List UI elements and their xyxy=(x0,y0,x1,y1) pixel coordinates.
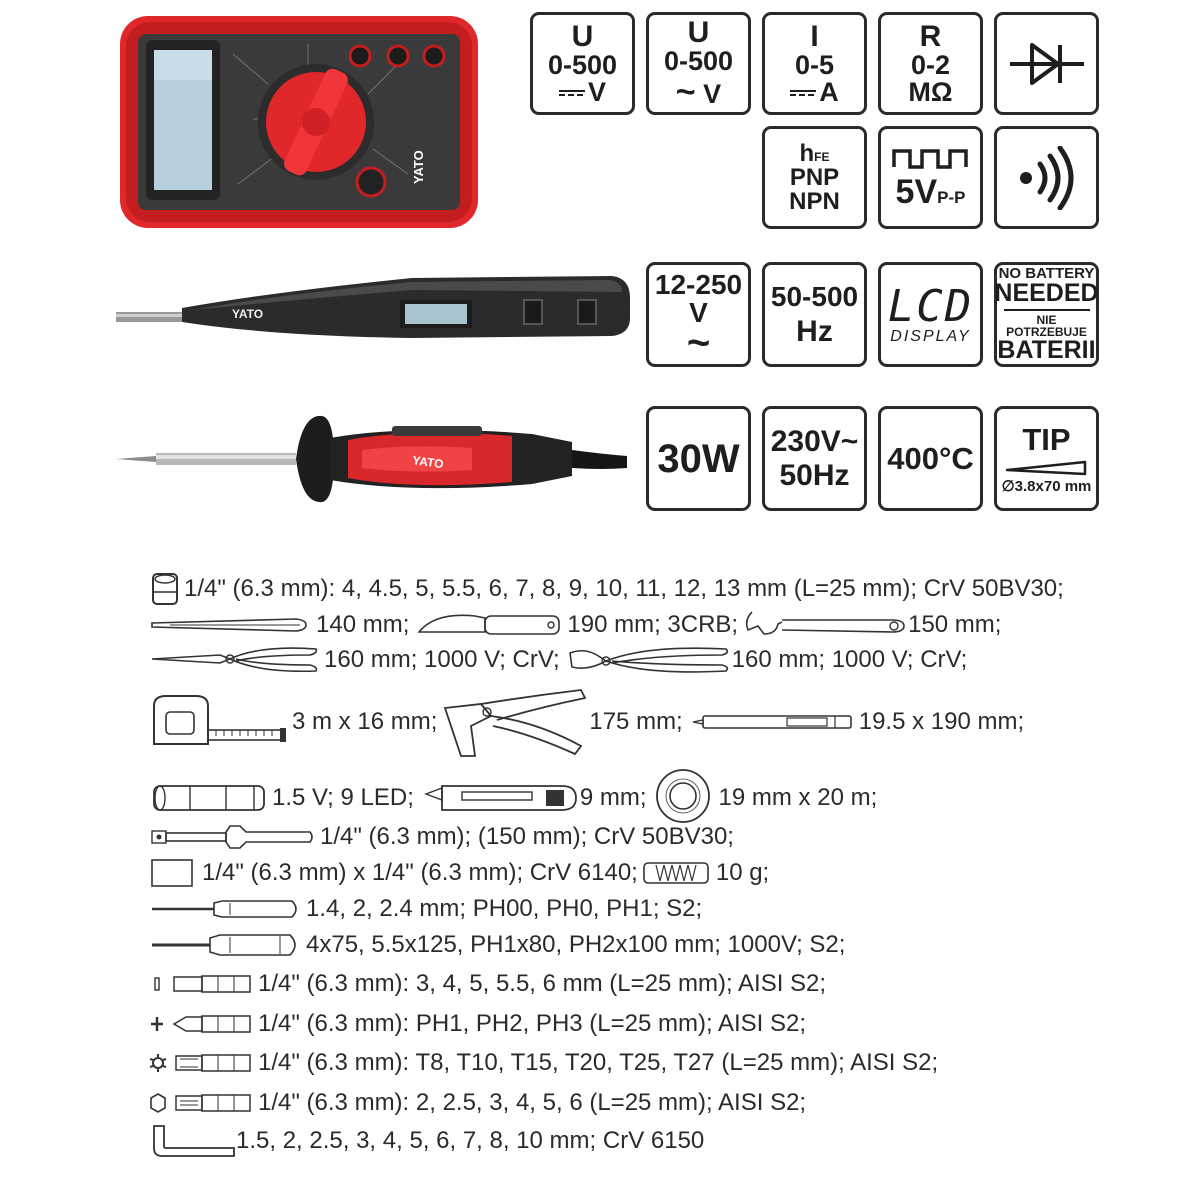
tip-icon xyxy=(1005,458,1089,476)
spec-value: 400°C xyxy=(887,441,974,476)
spec-letter: I xyxy=(810,19,819,53)
spec-value: 30W xyxy=(657,436,740,481)
list-item-phillips-bits xyxy=(150,1007,806,1041)
spec-unit: A xyxy=(819,76,839,107)
list-item-flat-bits xyxy=(150,967,826,1001)
spec-unit: V xyxy=(703,79,722,109)
divider xyxy=(1004,309,1090,311)
long-nose-pliers-icon xyxy=(150,643,320,677)
spec-square-wave xyxy=(878,126,983,229)
wire-stripper-icon xyxy=(441,686,589,758)
diode-icon xyxy=(1008,39,1086,89)
voltage-tester-image xyxy=(112,270,632,350)
utility-knife-icon xyxy=(422,780,580,816)
list-text: 1.5 V; 9 LED; xyxy=(272,784,414,811)
soldering-brand: YATO xyxy=(411,453,445,472)
screwdriver-icon xyxy=(150,930,302,960)
spec-tip-label: TIP xyxy=(1022,421,1071,457)
list-text: 1/4" (6.3 mm): PH1, PH2, PH3 (L=25 mm); AISI S2; xyxy=(258,1010,807,1037)
spec-tester-battery xyxy=(994,262,1099,367)
list-item-hex-bits xyxy=(150,1086,806,1120)
spec-unit: Hz xyxy=(796,314,833,348)
adjustable-wrench-icon xyxy=(742,608,908,642)
spec-battery-line4: BATERII xyxy=(997,336,1096,364)
spec-unit: V xyxy=(689,296,708,328)
list-text: 1/4" (6.3 mm): 2, 2.5, 3, 4, 5, 6 (L=25 mm); AISI S2; xyxy=(258,1089,807,1116)
list-item-sockets xyxy=(150,572,1064,606)
list-item-flashlight-cutter-tape xyxy=(150,768,877,828)
spec-tip-size: ∅3.8x70 mm xyxy=(1001,477,1092,495)
list-text: 19.5 x 190 mm; xyxy=(858,708,1025,735)
soldering-iron-image xyxy=(112,404,632,514)
spec-line2: 50Hz xyxy=(779,458,850,492)
torx-bit-icon xyxy=(150,1051,254,1075)
list-text: 1/4" (6.3 mm): 3, 4, 5, 5.5, 6 mm (L=25 mm); AISI S2; xyxy=(258,970,827,997)
hex-bit-icon xyxy=(150,1091,254,1115)
sound-waves-icon xyxy=(1012,146,1082,210)
list-text: 190 mm; 3CRB; xyxy=(567,611,739,638)
list-item-extension-bar xyxy=(150,820,734,854)
list-text: 1.5, 2, 2.5, 3, 4, 5, 6, 7, 8, 10 mm; CrV 6150 xyxy=(236,1127,705,1154)
spec-tester-frequency xyxy=(762,262,867,367)
dc-symbol-icon xyxy=(790,88,816,98)
grease-tube-icon xyxy=(642,860,710,886)
spec-dc-voltage xyxy=(530,12,635,115)
ac-symbol-icon: ~ xyxy=(675,73,696,111)
spec-display: DISPLAY xyxy=(890,327,971,345)
spec-tester-voltage xyxy=(646,262,751,367)
spec-tester-display xyxy=(878,262,983,367)
spec-range: 12-250 xyxy=(654,268,743,300)
list-item-adapter-grease xyxy=(150,856,769,890)
adapter-icon xyxy=(150,858,194,888)
spec-battery-line1: NO BATTERY xyxy=(998,265,1095,282)
list-text: 1/4" (6.3 mm) x 1/4" (6.3 mm); CrV 6140; xyxy=(202,859,638,886)
spec-range: 0-2 xyxy=(910,49,951,80)
spec-value: 5V xyxy=(895,172,938,211)
list-text: 1/4" (6.3 mm): 4, 4.5, 5, 5.5, 6, 7, 8, 9, 10, 11, 12, 13 mm (L=25 mm); CrV 50BV30; xyxy=(184,575,1064,602)
spec-continuity xyxy=(994,126,1099,229)
list-text: 1/4" (6.3 mm): T8, T10, T15, T20, T25, T27 (L=25 mm); AISI S2; xyxy=(258,1049,939,1076)
spec-soldering-power xyxy=(646,406,751,511)
spec-soldering-tip xyxy=(994,406,1099,511)
list-text: 10 g; xyxy=(715,859,770,886)
list-text: 1.4, 2, 2.4 mm; PH00, PH0, PH1; S2; xyxy=(306,895,703,922)
list-text: 19 mm x 20 m; xyxy=(718,784,878,811)
spec-transistor xyxy=(762,126,867,229)
list-item-pliers xyxy=(150,643,967,677)
flashlight-icon xyxy=(150,782,268,814)
spec-lcd: LCD xyxy=(887,280,974,332)
list-item-insulated-screwdrivers xyxy=(150,928,845,962)
precision-screwdriver-icon xyxy=(150,895,302,923)
list-text: 140 mm; xyxy=(316,611,410,638)
list-text: 9 mm; xyxy=(579,784,647,811)
spec-pnp: PNP xyxy=(789,163,840,191)
multimeter-brand: YATO xyxy=(411,150,426,184)
spec-range: 0-500 xyxy=(663,46,734,76)
insulating-tape-icon xyxy=(653,768,713,828)
multimeter-image xyxy=(118,14,480,230)
tape-measure-icon xyxy=(150,692,288,752)
spec-unit: V xyxy=(587,76,606,107)
spec-battery-line2: NEEDED xyxy=(994,279,1099,307)
hex-key-icon xyxy=(150,1124,236,1158)
spec-hfe: h xyxy=(799,139,815,167)
phillips-bit-icon xyxy=(150,1012,254,1036)
spec-range: 0-500 xyxy=(547,49,618,80)
spec-soldering-supply xyxy=(762,406,867,511)
list-text: 160 mm; 1000 V; CrV; xyxy=(731,646,968,673)
list-item-hex-keys xyxy=(150,1124,704,1158)
spec-letter: U xyxy=(571,19,594,53)
tester-brand: YATO xyxy=(232,307,264,321)
spec-diode xyxy=(994,12,1099,115)
list-item-torx-bits xyxy=(150,1046,938,1080)
list-text: 1/4" (6.3 mm); (150 mm); CrV 50BV30; xyxy=(320,823,734,850)
list-item-tape-stripper-tester xyxy=(150,686,1024,758)
ac-symbol-icon: ~ xyxy=(686,320,711,365)
extension-bar-icon xyxy=(150,822,316,852)
list-item-tweezers-knife-wrench xyxy=(150,608,1001,642)
list-text: 4x75, 5.5x125, PH1x80, PH2x100 mm; 1000V; S2; xyxy=(306,931,846,958)
socket-icon xyxy=(150,572,180,606)
spec-hfe-sub: FE xyxy=(814,149,830,164)
spec-unit: MΩ xyxy=(908,76,953,107)
side-cutters-icon xyxy=(566,643,732,677)
voltage-tester-icon xyxy=(689,712,855,732)
spec-soldering-temperature xyxy=(878,406,983,511)
spec-sub: P-P xyxy=(937,187,966,207)
dc-symbol-icon xyxy=(559,88,585,98)
spec-range: 50-500 xyxy=(770,280,859,312)
spec-letter: R xyxy=(919,19,942,53)
list-item-precision-screwdrivers xyxy=(150,892,702,926)
spec-npn: NPN xyxy=(789,187,840,215)
flat-bit-icon xyxy=(150,972,254,996)
spec-range: 0-5 xyxy=(794,49,835,80)
square-wave-icon xyxy=(892,147,970,171)
spec-ac-voltage xyxy=(646,12,751,115)
list-text: 150 mm; xyxy=(908,611,1002,638)
spec-dc-current xyxy=(762,12,867,115)
spec-line1: 230V~ xyxy=(770,424,859,458)
tweezers-icon xyxy=(150,615,308,635)
spec-resistance xyxy=(878,12,983,115)
list-text: 3 m x 16 mm; xyxy=(292,708,438,735)
list-text: 175 mm; xyxy=(589,708,683,735)
list-text: 160 mm; 1000 V; CrV; xyxy=(324,646,560,673)
spec-letter: U xyxy=(687,16,710,49)
knife-icon xyxy=(415,608,563,642)
spec-battery-line3: NIE POTRZEBUJE xyxy=(1006,313,1087,339)
